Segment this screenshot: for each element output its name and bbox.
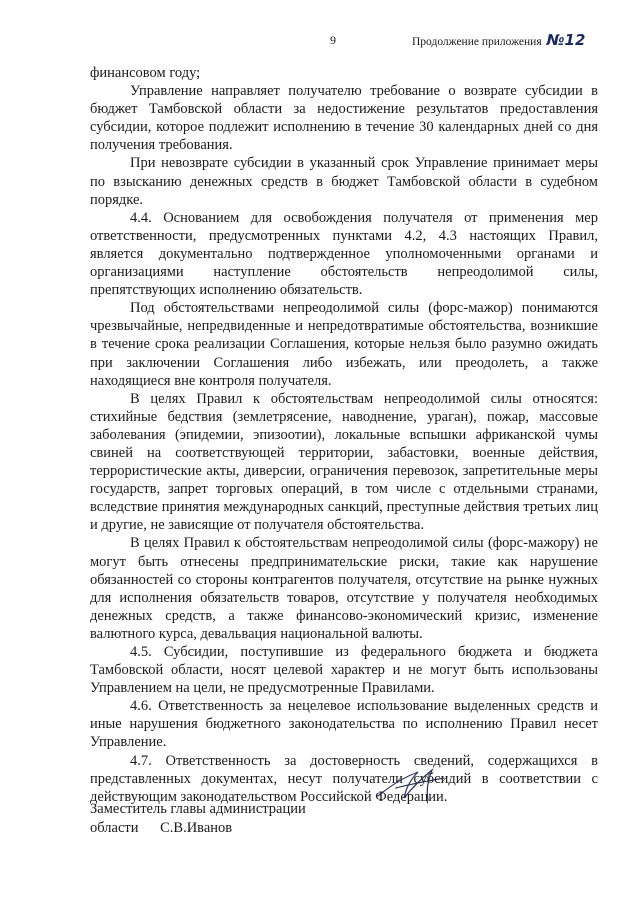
paragraph: Управление направляет получателю требование о возврате субсидии в бюджет Тамбовской области за недостижение результатов предоставления субсидии, которое подлежит исполнению в течение 30 календарных дней со дня получения требования. — [90, 83, 598, 154]
signer-position: Заместитель главы администрации — [90, 801, 306, 817]
paragraph: 4.5. Субсидии, поступившие из федерального бюджета и бюджета Тамбовской области, носят целевой характер и не могут быть использованы Управлением на цели, не предусмотренные Правилами. — [90, 644, 598, 697]
document-body — [90, 64, 598, 806]
paragraph: 4.6. Ответственность за нецелевое использование выделенных средств и иные нарушения бюджетного законодательства по исполнению Правил несет Управление. — [90, 698, 598, 751]
paragraph: Под обстоятельствами непреодолимой силы (форс-мажор) понимаются чрезвычайные, непредвиденные и непредотвратимые обстоятельства, возникшие в течение срока реализации Соглашения, которые нельзя было разумно ожидать при заключении Соглашения либо избежать, или преодолеть, а также находящиеся вне контроля получателя. — [90, 300, 598, 389]
appendix-note-text: Продолжение приложения — [412, 36, 542, 48]
paragraph: 4.4. Основанием для освобождения получателя от применения мер ответственности, предусмотренных пунктами 4.2, 4.3 настоящих Правил, является документально подтвержденное уполномоченными органами и организациями наступление обстоятельств непреодолимой силы, препятствующих исполнению обязательств. — [90, 209, 598, 299]
signer-line — [90, 819, 306, 838]
paragraph: финансовом году; — [90, 65, 201, 81]
paragraph: В целях Правил к обстоятельствам непреодолимой силы (форс-мажору) не могут быть отнесены предпринимательские риски, такие как нарушение обязанностей со стороны контрагентов получателя, отсутствие на рынке нужных для исполнения обязательств товаров, отсутствие у получателя необходимых денежных средств, а также финансово-экономический кризис, изменение валютного курса, девальвация национальной валюты. — [90, 535, 598, 642]
appendix-continuation-note — [412, 31, 585, 49]
signature-block — [90, 800, 306, 838]
appendix-number: №12 — [546, 31, 586, 49]
page-number: 9 — [330, 33, 336, 47]
signer-position-region: области — [90, 820, 139, 836]
signer-name: С.В.Иванов — [160, 820, 233, 836]
paragraph: При невозврате субсидии в указанный срок Управление принимает меры по взысканию денежных средств в бюджет Тамбовской области в судебном порядке. — [90, 155, 598, 208]
paragraph: 4.7. Ответственность за достоверность сведений, содержащихся в представленных документах, несут получатели субсидий в соответствии с действующим законодательством Российской Федерации. — [90, 752, 598, 805]
paragraph: В целях Правил к обстоятельствам непреодолимой силы относятся: стихийные бедствия (землетрясение, наводнение, ураган), пожар, массовые заболевания (эпидемии, эпизоотии), локальные вспышки африканской чумы свиней на соответствующей территории, забастовки, военные действия, террористические акты, диверсии, ограничения перевозок, запретительные меры государств, запрет торговых операций, в том числе с отдельными странами, вследствие принятия международных санкций, преступные действия третьих лиц и другие, не зависящие от получателя обстоятельства. — [90, 390, 598, 534]
handwritten-signature — [366, 766, 456, 804]
